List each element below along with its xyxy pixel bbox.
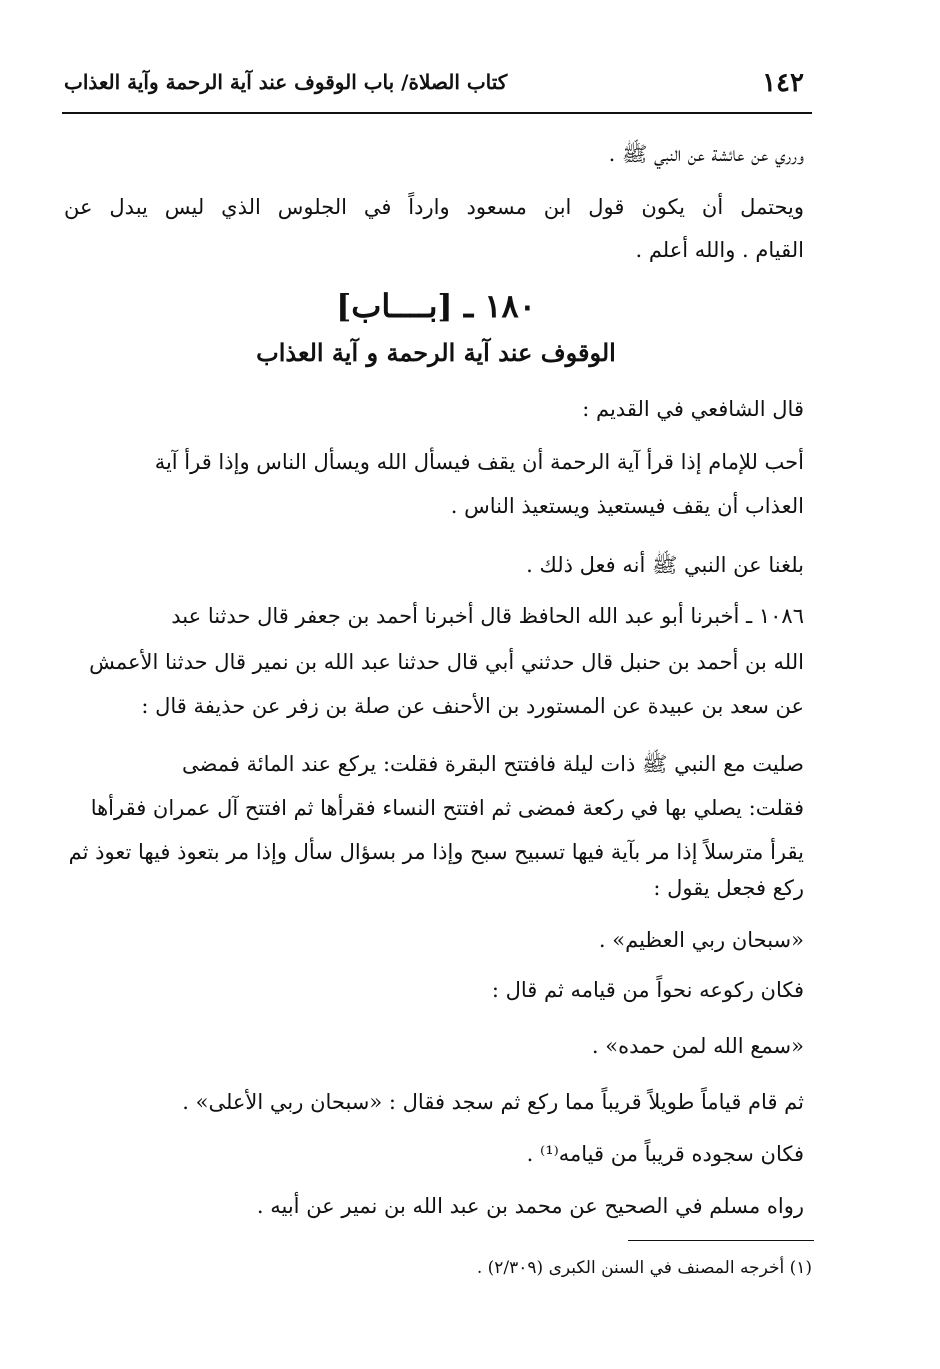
text-line: يقرأ مترسلاً إذا مر بآية فيها تسبيح سبح وإذا مر بسؤال سأل وإذا مر بتعوذ فيها تعوذ ثم (68, 840, 804, 864)
quote-line: «سمع الله لمن حمده» . (591, 1034, 804, 1058)
footnote-rule (628, 1240, 814, 1241)
chapter-title: الوقوف عند آية الرحمة و آية العذاب (256, 338, 616, 367)
text-line: صليت مع النبي ﷺ ذات ليلة فافتتح البقرة فقلت: يركع عند المائة فمضى (181, 752, 804, 776)
text-line: بلغنا عن النبي ﷺ أنه فعل ذلك . (526, 553, 804, 577)
page-header (62, 62, 810, 106)
running-head: كتاب الصلاة/ باب الوقوف عند آية الرحمة وآية العذاب (64, 70, 508, 94)
header-rule (62, 112, 812, 114)
footnote: (١) أخرجه المصنف في السنن الكبرى (٢/٣٠٩) . (476, 1258, 812, 1278)
text-line: فكان سجوده قريباً من قيامه⁽¹⁾ . (526, 1142, 804, 1166)
text-line: رواه مسلم في الصحيح عن محمد بن عبد الله بن نمير عن أبيه . (256, 1194, 804, 1218)
text-line: عن سعد بن عبيدة عن المستورد بن الأحنف عن صلة بن زفر عن حذيفة قال : (141, 694, 804, 718)
text-line: العذاب أن يقف فيستعيذ ويستعيذ الناس . (450, 494, 804, 518)
text-line: قال الشافعي في القديم : (582, 397, 804, 421)
page-number: ١٤٢ (762, 68, 804, 98)
text-line: القيام . والله أعلم . (635, 238, 804, 262)
text-line: ويحتمل أن يكون قول ابن مسعود وارداً في الجلوس الذي ليس يبدل عن (64, 195, 804, 219)
chapter-number: ١٨٠ ـ [بــــاب] (336, 287, 536, 325)
text-line: فقلت: يصلي بها في ركعة فمضى ثم افتتح النساء فقرأها ثم افتتح آل عمران فقرأها (90, 796, 804, 820)
text-line: الله بن أحمد بن حنبل قال حدثني أبي قال حدثنا عبد الله بن نمير قال حدثنا الأعمش (89, 650, 804, 674)
text-line: فكان ركوعه نحواً من قيامه ثم قال : (491, 978, 804, 1002)
quote-line: «سبحان ربي العظيم» . (598, 928, 804, 952)
hadith-number-line: ١٠٨٦ ـ أخبرنا أبو عبد الله الحافظ قال أخبرنا أحمد بن جعفر قال حدثنا عبد (171, 604, 804, 628)
text-line: ورري عن عائشة عن النبي ﷺ . (608, 142, 804, 166)
text-line: ثم قام قياماً طويلاً قريباً مما ركع ثم سجد فقال : «سبحان ربي الأعلى» . (182, 1090, 804, 1114)
text-line: ركع فجعل يقول : (653, 876, 804, 900)
text-line: أحب للإمام إذا قرأ آية الرحمة أن يقف فيسأل الله ويسأل الناس وإذا قرأ آية (154, 450, 804, 474)
